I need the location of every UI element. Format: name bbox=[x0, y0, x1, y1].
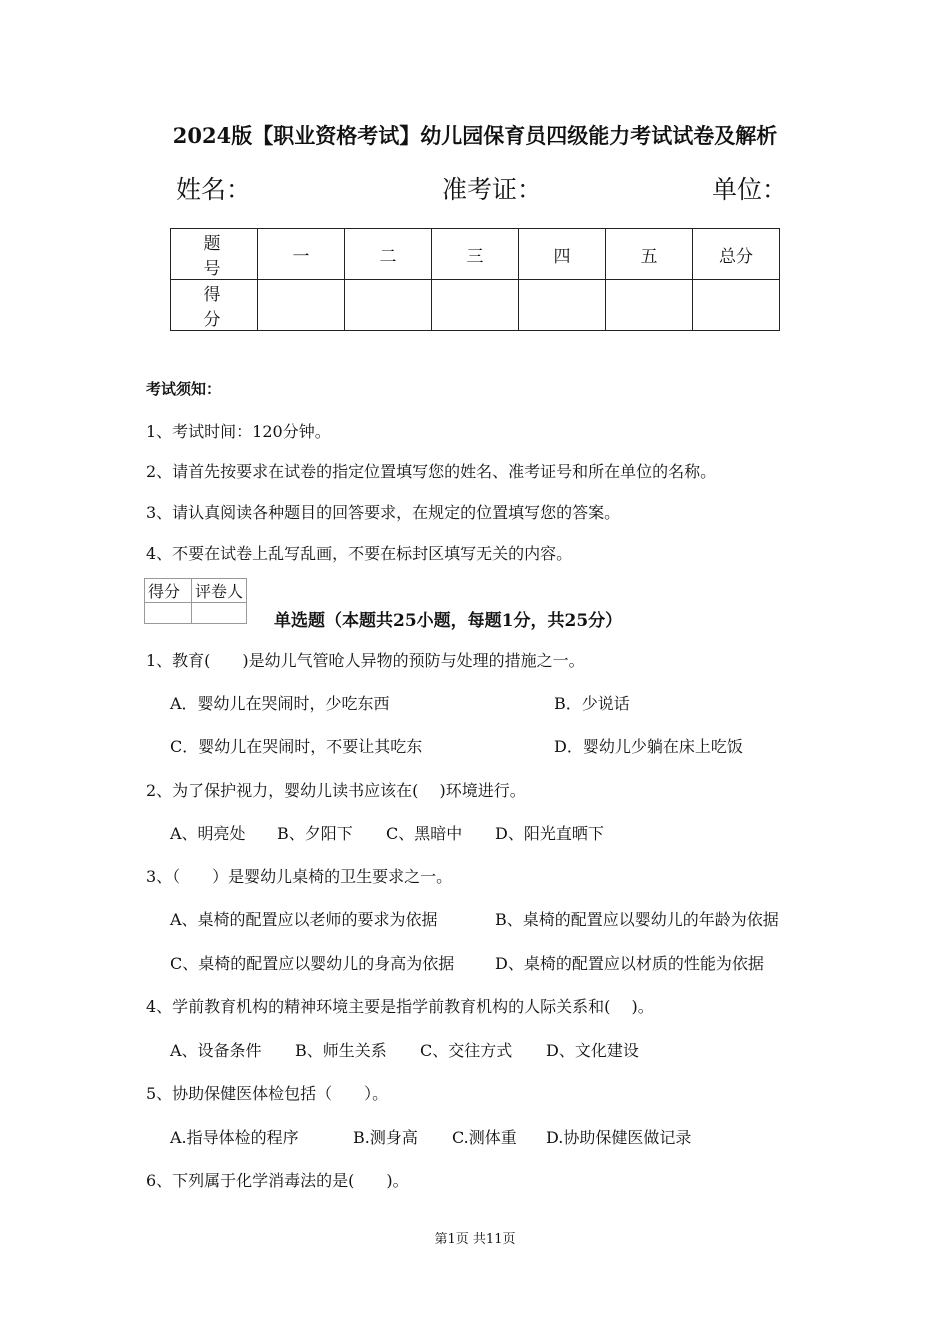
question-stem: 1、教育( )是幼儿气管呛人异物的预防与处理的措施之一。 bbox=[146, 651, 585, 670]
document-title: 2024版【职业资格考试】幼儿园保育员四级能力考试试卷及解析 bbox=[172, 123, 778, 148]
unit-field-label: 单位： bbox=[712, 175, 788, 204]
score-cell[interactable] bbox=[345, 280, 432, 331]
question-option: C、黑暗中 bbox=[386, 824, 463, 843]
question-option: C．婴幼儿在哭闹时，不要让其吃东 bbox=[170, 737, 423, 756]
notice-item: 2、请首先按要求在试卷的指定位置填写您的姓名、准考证号和所在单位的名称。 bbox=[146, 462, 717, 481]
grader-box bbox=[144, 578, 247, 624]
notice-item: 4、不要在试卷上乱写乱画，不要在标封区填写无关的内容。 bbox=[146, 544, 573, 563]
question-option: D、桌椅的配置应以材质的性能为依据 bbox=[495, 954, 764, 973]
question-option: A、设备条件 bbox=[170, 1041, 262, 1060]
question-option: B、师生关系 bbox=[295, 1041, 387, 1060]
question-stem: 5、协助保健医体检包括（ ）。 bbox=[146, 1084, 389, 1103]
page-footer: 第1页 共11页 bbox=[434, 1232, 516, 1247]
name-field-label: 姓名： bbox=[176, 175, 252, 204]
score-cell[interactable] bbox=[519, 280, 606, 331]
notice-title: 考试须知： bbox=[146, 380, 222, 398]
question-stem: 2、为了保护视力，婴幼儿读书应该在( )环境进行。 bbox=[146, 781, 526, 800]
question-option: D.协助保健医做记录 bbox=[546, 1128, 692, 1147]
question-option: A.指导体检的程序 bbox=[170, 1128, 299, 1147]
question-stem: 6、下列属于化学消毒法的是( )。 bbox=[146, 1171, 409, 1190]
notice-item: 3、请认真阅读各种题目的回答要求，在规定的位置填写您的答案。 bbox=[146, 503, 621, 522]
score-cell[interactable] bbox=[432, 280, 519, 331]
question-option: A．婴幼儿在哭闹时，少吃东西 bbox=[170, 694, 390, 713]
score-cell[interactable] bbox=[258, 280, 345, 331]
question-option: B.测身高 bbox=[353, 1128, 418, 1147]
grader-reviewer-label: 评卷人 bbox=[192, 579, 247, 603]
question-option: C、桌椅的配置应以婴幼儿的身高为依据 bbox=[170, 954, 455, 973]
question-option: A、明亮处 bbox=[170, 824, 246, 843]
score-table-header-cell: 三 bbox=[432, 229, 519, 280]
question-option: C.测体重 bbox=[452, 1128, 517, 1147]
question-option: D．婴幼儿少躺在床上吃饭 bbox=[554, 737, 743, 756]
score-table bbox=[170, 228, 780, 331]
score-table-header-cell: 题 号 bbox=[171, 229, 258, 280]
score-table-header-cell: 五 bbox=[606, 229, 693, 280]
question-option: B．少说话 bbox=[554, 694, 630, 713]
question-option: D、阳光直晒下 bbox=[495, 824, 604, 843]
question-option: B、桌椅的配置应以婴幼儿的年龄为依据 bbox=[495, 910, 779, 929]
question-option: B、夕阳下 bbox=[277, 824, 353, 843]
grader-score-label: 得分 bbox=[145, 579, 192, 603]
exam-id-field-label: 准考证： bbox=[442, 175, 543, 204]
notice-item: 1、考试时间：120分钟。 bbox=[146, 422, 331, 441]
question-option: A、桌椅的配置应以老师的要求为依据 bbox=[170, 910, 438, 929]
score-table-header-cell: 总分 bbox=[693, 229, 780, 280]
score-table-score-row bbox=[171, 280, 780, 331]
score-table-header-row bbox=[171, 229, 780, 280]
grader-score-cell[interactable] bbox=[145, 603, 192, 624]
score-table-header-cell: 一 bbox=[258, 229, 345, 280]
score-table-row-label: 得 分 bbox=[171, 280, 258, 331]
score-cell[interactable] bbox=[693, 280, 780, 331]
question-option: D、文化建设 bbox=[546, 1041, 639, 1060]
score-table-header-cell: 四 bbox=[519, 229, 606, 280]
score-table-header-cell: 二 bbox=[345, 229, 432, 280]
question-stem: 3、（ ）是婴幼儿桌椅的卫生要求之一。 bbox=[146, 867, 453, 886]
section-title: 单选题（本题共25小题，每题1分，共25分） bbox=[274, 611, 623, 631]
question-stem: 4、学前教育机构的精神环境主要是指学前教育机构的人际关系和( )。 bbox=[146, 997, 654, 1016]
grader-reviewer-cell[interactable] bbox=[192, 603, 247, 624]
question-option: C、交往方式 bbox=[420, 1041, 513, 1060]
score-cell[interactable] bbox=[606, 280, 693, 331]
